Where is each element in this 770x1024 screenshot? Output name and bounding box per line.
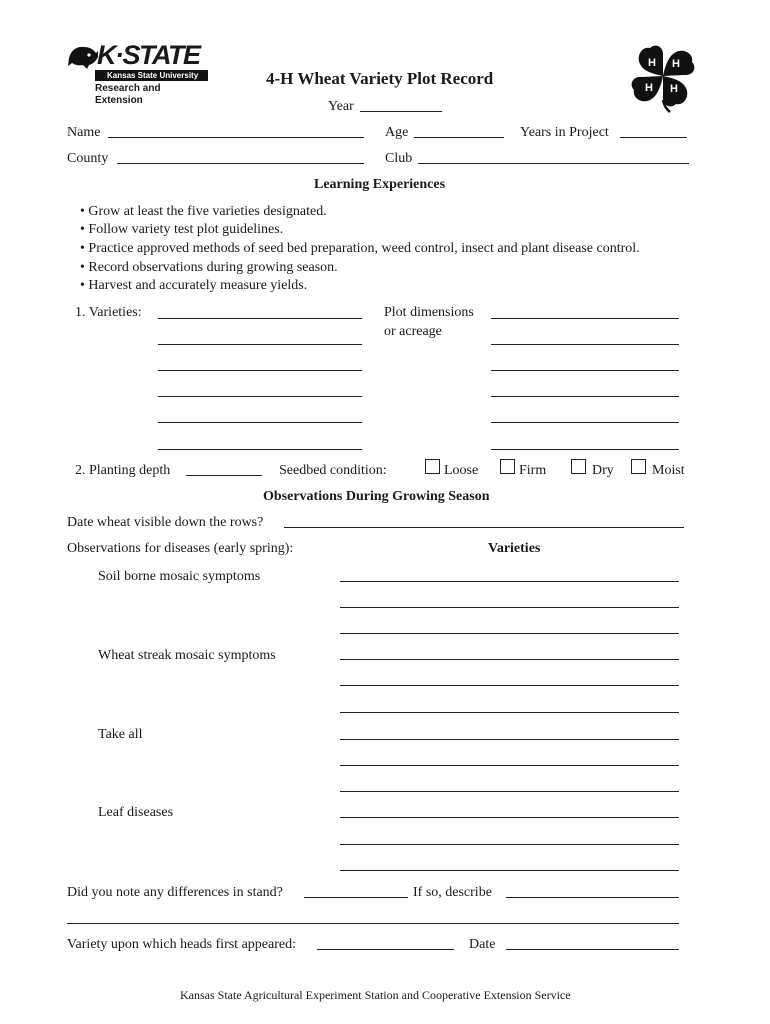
moist-checkbox[interactable] [631,459,646,474]
age-field[interactable] [414,137,504,138]
bullet-text: Practice approved methods of seed bed preparation, weed control, insect and plant disease control. [88,241,640,256]
name-field[interactable] [108,137,364,138]
loose-label: Loose [444,463,479,478]
moist-label: Moist [652,463,685,478]
wildcat-icon [67,44,99,72]
years-in-project-label: Years in Project [520,125,609,140]
clover-h-right: H [672,58,680,70]
take-all-label: Take all [98,727,143,742]
bullet-text: Follow variety test plot guidelines. [88,222,284,237]
variety-line-4[interactable] [158,396,362,397]
plot-dimensions-label: Plot dimensions [384,305,474,320]
plot-line-5[interactable] [491,422,679,423]
year-label: Year [328,99,354,114]
years-in-project-field[interactable] [620,137,687,138]
plot-line-3[interactable] [491,370,679,371]
heads-date-label: Date [469,937,496,952]
leaf-diseases-label: Leaf diseases [98,805,174,820]
wheat-streak-line-2[interactable] [340,685,679,686]
take-all-line-2[interactable] [340,765,679,766]
list-item: • Record observations during growing season. [80,260,338,275]
list-item: • Grow at least the five varieties designated. [80,204,327,219]
heads-date-field[interactable] [506,949,679,950]
soil-borne-line-1[interactable] [340,581,679,582]
planting-depth-label: 2. Planting depth [75,463,171,478]
bullet-text: Grow at least the five varieties designated. [88,204,327,219]
heads-variety-field[interactable] [317,949,454,950]
describe-label: If so, describe [413,885,492,900]
take-all-line-1[interactable] [340,739,679,740]
dry-checkbox[interactable] [571,459,586,474]
name-label: Name [67,125,101,140]
four-h-clover-icon [630,42,696,114]
leaf-diseases-line-3[interactable] [340,870,679,871]
variety-line-1[interactable] [158,318,362,319]
leaf-diseases-line-2[interactable] [340,844,679,845]
varieties-label: 1. Varieties: [75,305,142,320]
diseases-label: Observations for diseases (early spring): [67,541,294,556]
clover-h-top: H [648,57,656,69]
wheat-streak-line-3[interactable] [340,712,679,713]
county-label: County [67,151,109,166]
soil-borne-mosaic-label: Soil borne mosaic symptoms [98,569,261,584]
firm-checkbox[interactable] [500,459,515,474]
heads-question: Variety upon which heads first appeared: [67,937,296,952]
bullet-text: Harvest and accurately measure yields. [88,278,308,293]
observations-heading: Observations During Growing Season [263,489,490,504]
county-field[interactable] [117,163,364,164]
seedbed-label: Seedbed condition: [279,463,387,478]
firm-label: Firm [519,463,547,478]
stand-answer-field[interactable] [304,897,408,898]
date-visible-field[interactable] [284,527,684,528]
variety-line-5[interactable] [158,422,362,423]
learning-heading: Learning Experiences [314,177,446,192]
plot-line-1[interactable] [491,318,679,319]
age-label: Age [385,125,409,140]
stand-question: Did you note any differences in stand? [67,885,283,900]
club-field[interactable] [418,163,689,164]
bullet-text: Record observations during growing season. [88,260,338,275]
kstate-logo [67,40,209,106]
varieties-heading: Varieties [488,541,541,556]
take-all-line-3[interactable] [340,791,679,792]
wheat-streak-mosaic-label: Wheat streak mosaic symptoms [98,648,276,663]
year-field[interactable] [360,111,442,112]
clover-h-left: H [645,82,653,94]
loose-checkbox[interactable] [425,459,440,474]
logo-university: Kansas State University [107,71,199,80]
list-item: • Practice approved methods of seed bed preparation, weed control, insect and plant disease control. [80,241,640,256]
plot-line-6[interactable] [491,449,679,450]
variety-line-3[interactable] [158,370,362,371]
clover-h-bottom: H [670,83,678,95]
date-visible-label: Date wheat visible down the rows? [67,515,264,530]
planting-depth-field[interactable] [186,475,262,476]
soil-borne-line-2[interactable] [340,607,679,608]
describe-line-2[interactable] [67,923,679,924]
dry-label: Dry [592,463,614,478]
describe-field[interactable] [506,897,679,898]
plot-line-4[interactable] [491,396,679,397]
plot-line-2[interactable] [491,344,679,345]
variety-line-2[interactable] [158,344,362,345]
page-title: 4-H Wheat Variety Plot Record [266,69,494,88]
club-label: Club [385,151,413,166]
list-item: • Harvest and accurately measure yields. [80,278,308,293]
logo-subtitle: Research and Extension [95,83,161,106]
logo-wordmark: K·STATE [97,40,200,70]
leaf-diseases-line-1[interactable] [340,817,679,818]
list-item: • Follow variety test plot guidelines. [80,222,284,237]
variety-line-6[interactable] [158,449,362,450]
footer-text: Kansas State Agricultural Experiment Station and Cooperative Extension Service [180,988,571,1002]
wheat-streak-line-1[interactable] [340,659,679,660]
plot-acreage-label: or acreage [384,324,442,339]
soil-borne-line-3[interactable] [340,633,679,634]
